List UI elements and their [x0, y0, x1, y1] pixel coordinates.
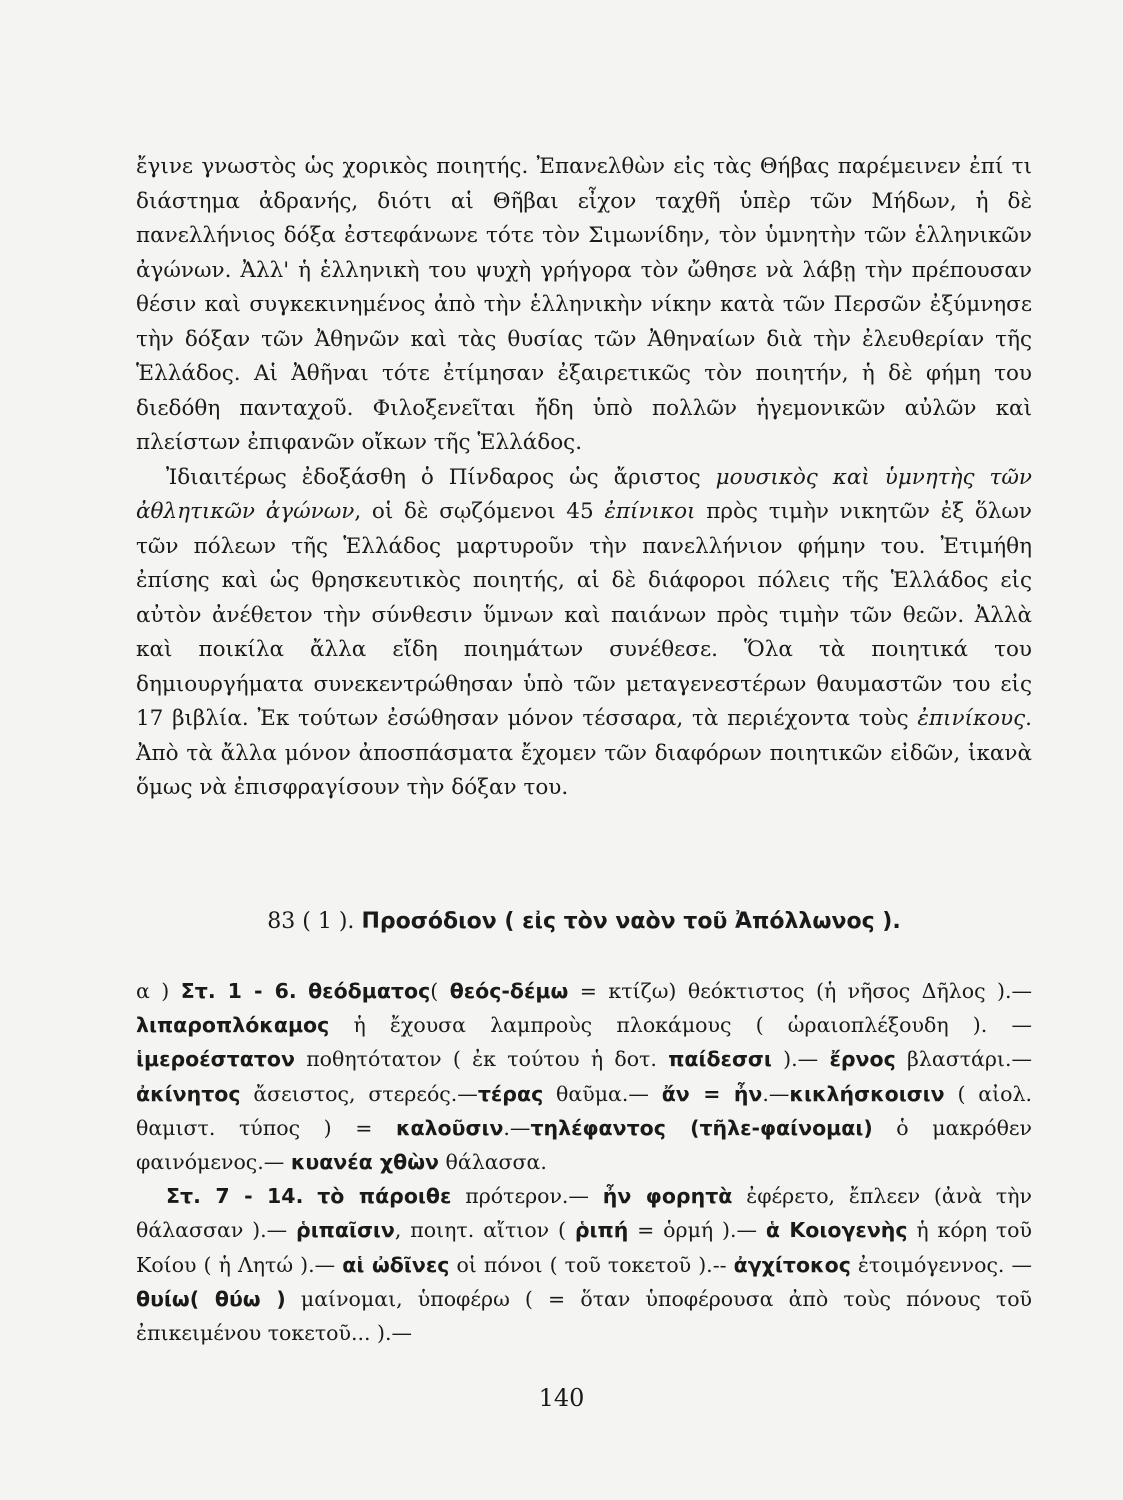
note-paragraph-2: Στ. 7 - 14. τὸ πάροιθε πρότερον.— ἦν φορητὰ ἐφέρετο, ἔπλεεν (ἀνὰ τὴν θάλασσαν ).— ῥιπαῖσιν, ποιητ. αἴτιον ( ῥιπή = ὁρμή ).— ἁ Κοιογενὴς ἡ κόρη τοῦ Κοίου ( ἡ Λητώ ).— αἱ ὠδῖνες οἱ πόνοι ( τοῦ τοκετοῦ ).-- ἀγχίτοκος ἐτοιμόγεννος. — θυίω( θύω ) μαίνομαι, ὑποφέρω ( = ὅταν ὑποφέρουσα ἀπὸ τοὺς πόνους τοῦ ἐπικειμένου τοκετοῦ... ).—	[136, 1184, 1033, 1346]
note-paragraph-1: α ) Στ. 1 - 6. θεόδματος( θεός-δέμω = κτίζω) θεόκτιστος (ἡ νῆσος Δῆλος ).— λιπαροπλόκαμος ἡ ἔχουσα λαμπροὺς πλοκάμους ( ὡραιοπλέξουδη ). —ἱμεροέστατον ποθητότατον ( ἐκ τούτου ἡ δοτ. παίδεσσι ).— ἔρνος βλαστάρι.—ἀκίνητος ἄσειστος, στερεός.—τέρας θαῦμα.— ἄν = ἦν.—κικλήσκοισιν ( αἰολ. θαμιστ. τύπος ) = καλοῦσιν.—τηλέφαντος (τῆλε-φαίνομαι) ὁ μακρόθεν φαινόμενος.— κυανέα χθὼν θάλασσα.	[136, 979, 1033, 1175]
verse-reference: Στ. 7 - 14.	[166, 1184, 304, 1209]
section-title: Προσόδιον ( εἰς τὸν ναὸν τοῦ Ἀπόλλωνος ).	[361, 909, 901, 934]
section-heading	[136, 905, 1032, 939]
paragraph-1: ἔγινε γνωστὸς ὡς χορικὸς ποιητής. Ἐπανελθὼν εἰς τὰς Θήβας παρέμεινεν ἐπί τι διάστημα ἀδρανής, διότι αἱ Θῆβαι εἶχον ταχθῆ ὑπὲρ τῶν Μήδων, ἡ δὲ πανελλήνιος δόξα ἐστεφάνωνε τότε τὸν Σιμωνίδην, τὸν ὑμνητὴν τῶν ἑλληνικῶν ἀγώνων. Ἀλλ' ἡ ἑλληνικὴ του ψυχὴ γρήγορα τὸν ὤθησε νὰ λάβῃ τὴν πρέπουσαν θέσιν καὶ συγκεκινημένος ἀπὸ τὴν ἑλληνικὴν νίκην κατὰ τῶν Περσῶν ἐξύμνησε τὴν δόξαν τῶν Ἀθηνῶν καὶ τὰς θυσίας τῶν Ἀθηναίων διὰ τὴν ἐλευθερίαν τῆς Ἑλλάδος. Αἱ Ἀθῆναι τότε ἐτίμησαν ἐξαιρετικῶς τὸν ποιητήν, ἡ δὲ φήμη του διεδόθη πανταχοῦ. Φιλοξενεῖται ἤδη ὑπὸ πολλῶν ἡγεμονικῶν αὐλῶν καὶ πλείστων ἐπιφανῶν οἴκων τῆς Ἑλλάδος.	[136, 154, 1032, 455]
verse-reference: Στ. 1 - 6.	[180, 979, 297, 1003]
italic-phrase: μουσικὸς καὶ ὑμνητὴς τῶν ἀθλητικῶν ἀγώνων	[136, 464, 1032, 524]
italic-word: ἐπινίκους	[917, 706, 1026, 731]
body-text	[136, 150, 1032, 806]
paragraph-2: Ἰδιαιτέρως ἐδοξάσθη ὁ Πίνδαρος ὡς ἄριστος μουσικὸς καὶ ὑμνητὴς τῶν ἀθλητικῶν ἀγώνων, οἱ δὲ σῳζόμενοι 45 ἐπίνικοι πρὸς τιμὴν νικητῶν ἐξ ὅλων τῶν πόλεων τῆς Ἑλλάδος μαρτυροῦν τὴν πανελλήνιον φήμην του. Ἐτιμήθη ἐπίσης καὶ ὡς θρησκευτικὸς ποιητής, αἱ δὲ διάφοροι πόλεις τῆς Ἑλλάδος εἰς αὐτὸν ἀνέθετον τὴν σύνθεσιν ὕμνων καὶ παιάνων πρὸς τιμὴν τῶν θεῶν. Ἀλλὰ καὶ ποικίλα ἄλλα εἴδη ποιημάτων συνέθεσε. Ὅλα τὰ ποιητικά του δημιουργήματα συνεκεντρώθησαν ὑπὸ τῶν μεταγενεστέρων θαυμαστῶν του εἰς 17 βιβλία. Ἐκ τούτων ἐσώθησαν μόνον τέσσαρα, τὰ περιέχοντα τοὺς ἐπινίκους. Ἀπὸ τὰ ἄλλα μόνον ἀποσπάσματα ἔχομεν τῶν διαφόρων ποιητικῶν εἰδῶν, ἱκανὰ ὅμως νὰ ἐπισφραγίσουν τὴν δόξαν του.	[136, 464, 1032, 800]
page-number: 140	[538, 1384, 585, 1412]
commentary-notes	[136, 974, 1032, 1350]
section-number: 83 ( 1 ).	[267, 909, 355, 934]
italic-word: ἐπίνικοι	[604, 499, 696, 524]
